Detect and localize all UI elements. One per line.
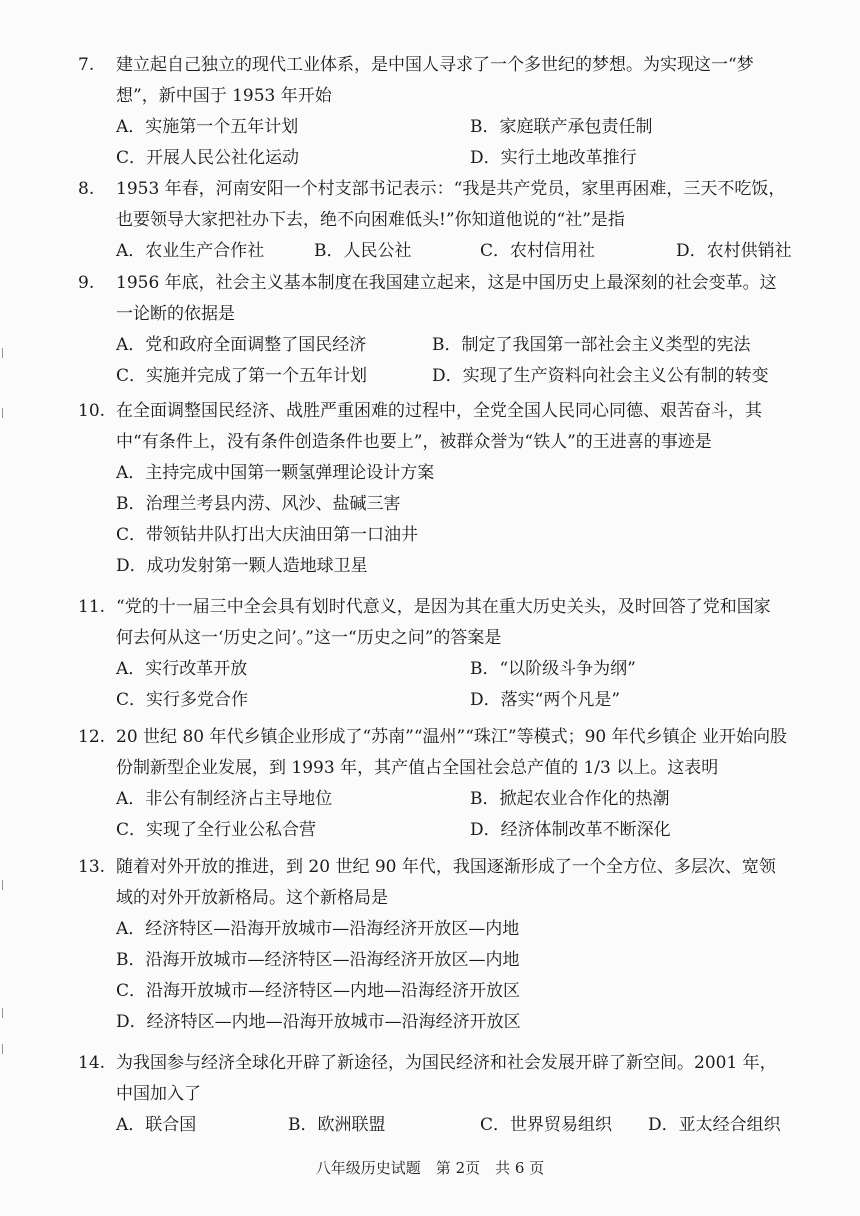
question-number: 9. <box>78 273 95 293</box>
option-d[interactable]: D．实行土地改革推行 <box>470 148 637 168</box>
option-c[interactable]: C．开展人民公社化运动 <box>116 148 300 168</box>
option-a[interactable]: A．主持完成中国第一颗氢弹理论设计方案 <box>116 463 435 483</box>
question-7 <box>78 50 818 174</box>
question-10 <box>78 396 818 582</box>
question-stem: 份制新型企业发展，到 1993 年，其产值占全国社会总产值的 1/3 以上。这表明 <box>116 758 719 778</box>
option-a[interactable]: A．实施第一个五年计划 <box>116 117 299 137</box>
option-d[interactable]: D．实现了生产资料向社会主义公有制的转变 <box>432 366 769 386</box>
question-number: 8. <box>78 179 95 199</box>
question-stem: 20 世纪 80 年代乡镇企业形成了“苏南”“温州”“珠江”等模式；90 年代乡镇企 业开始向股 <box>116 727 788 747</box>
question-stem: 1953 年春，河南安阳一个村支部书记表示：“我是共产党员，家里再困难，三天不吃饭， <box>116 179 786 199</box>
option-c[interactable]: C．世界贸易组织 <box>480 1115 613 1135</box>
page-footer: 八年级历史试题 第 2页 共 6 页 <box>315 1159 545 1177</box>
margin-mark <box>2 1044 9 1054</box>
question-11 <box>78 592 818 716</box>
option-d[interactable]: D．落实“两个凡是” <box>470 690 621 710</box>
question-number: 7. <box>78 55 95 75</box>
question-stem: 建立起自己独立的现代工业体系，是中国人寻求了一个多世纪的梦想。为实现这一“梦 <box>116 55 754 75</box>
question-13 <box>78 852 818 1038</box>
question-8 <box>78 174 818 267</box>
option-d[interactable]: D．成功发射第一颗人造地球卫星 <box>116 556 368 576</box>
question-number: 10. <box>78 401 106 421</box>
question-stem: 中“有条件上，没有条件创造条件也要上”，被群众誉为“铁人”的王进喜的事迹是 <box>116 432 712 452</box>
question-stem: 随着对外开放的推进，到 20 世纪 90 年代，我国逐渐形成了一个全方位、多层次、宽领 <box>116 857 776 877</box>
option-c[interactable]: C．实现了全行业公私合营 <box>116 820 317 840</box>
option-b[interactable]: B．“以阶级斗争为纲” <box>470 659 636 679</box>
option-b[interactable]: B．人民公社 <box>314 241 412 261</box>
option-b[interactable]: B．沿海开放城市—经济特区—沿海经济开放区—内地 <box>116 950 520 970</box>
option-b[interactable]: B．欧洲联盟 <box>288 1115 386 1135</box>
option-c[interactable]: C．实行多党合作 <box>116 690 249 710</box>
option-d[interactable]: D．经济体制改革不断深化 <box>470 820 671 840</box>
question-9 <box>78 268 818 392</box>
option-b[interactable]: B．制定了我国第一部社会主义类型的宪法 <box>432 335 751 355</box>
option-a[interactable]: A．农业生产合作社 <box>116 241 265 261</box>
option-a[interactable]: A．联合国 <box>116 1115 197 1135</box>
question-stem: 何去何从这一‘历史之问’。”这一“历史之问”的答案是 <box>116 628 502 648</box>
option-c[interactable]: C．沿海开放城市—经济特区—内地—沿海经济开放区 <box>116 981 521 1001</box>
question-stem: 一论断的依据是 <box>116 304 235 324</box>
margin-mark <box>2 408 9 418</box>
option-d[interactable]: D．亚太经合组织 <box>648 1115 781 1135</box>
option-c[interactable]: C．带领钻井队打出大庆油田第一口油井 <box>116 525 419 545</box>
option-a[interactable]: A．党和政府全面调整了国民经济 <box>116 335 367 355</box>
option-c[interactable]: C．实施并完成了第一个五年计划 <box>116 366 368 386</box>
option-a[interactable]: A．实行改革开放 <box>116 659 248 679</box>
margin-mark <box>2 1008 9 1018</box>
option-b[interactable]: B．家庭联产承包责任制 <box>470 117 653 137</box>
margin-mark <box>2 348 9 358</box>
option-d[interactable]: D．经济特区—内地—沿海开放城市—沿海经济开放区 <box>116 1012 521 1032</box>
question-stem: 也要领导大家把社办下去，绝不向困难低头!”你知道他说的“社”是指 <box>116 210 625 230</box>
question-stem: 中国加入了 <box>116 1084 201 1104</box>
option-b[interactable]: B．治理兰考县内涝、风沙、盐碱三害 <box>116 494 401 514</box>
question-number: 11. <box>78 597 106 617</box>
question-stem: 为我国参与经济全球化开辟了新途径，为国民经济和社会发展开辟了新空间。2001 年， <box>116 1053 777 1073</box>
option-b[interactable]: B．掀起农业合作化的热潮 <box>470 789 670 809</box>
option-a[interactable]: A．非公有制经济占主导地位 <box>116 789 333 809</box>
option-a[interactable]: A．经济特区—沿海开放城市—沿海经济开放区—内地 <box>116 919 520 939</box>
question-number: 13. <box>78 857 106 877</box>
option-c[interactable]: C．农村信用社 <box>480 241 596 261</box>
question-number: 14. <box>78 1053 106 1073</box>
question-number: 12. <box>78 727 106 747</box>
question-12 <box>78 722 818 846</box>
option-d[interactable]: D．农村供销社 <box>676 241 792 261</box>
question-stem: 想”，新中国于 1953 年开始 <box>116 86 332 106</box>
question-14 <box>78 1048 818 1141</box>
question-stem: “党的十一届三中全会具有划时代意义，是因为其在重大历史关头，及时回答了党和国家 <box>116 597 771 617</box>
question-stem: 在全面调整国民经济、战胜严重困难的过程中，全党全国人民同心同德、艰苦奋斗，其 <box>116 401 762 421</box>
question-stem: 1956 年底，社会主义基本制度在我国建立起来，这是中国历史上最深刻的社会变革。这 <box>116 273 777 293</box>
question-stem: 域的对外开放新格局。这个新格局是 <box>116 888 388 908</box>
margin-mark <box>2 880 9 890</box>
